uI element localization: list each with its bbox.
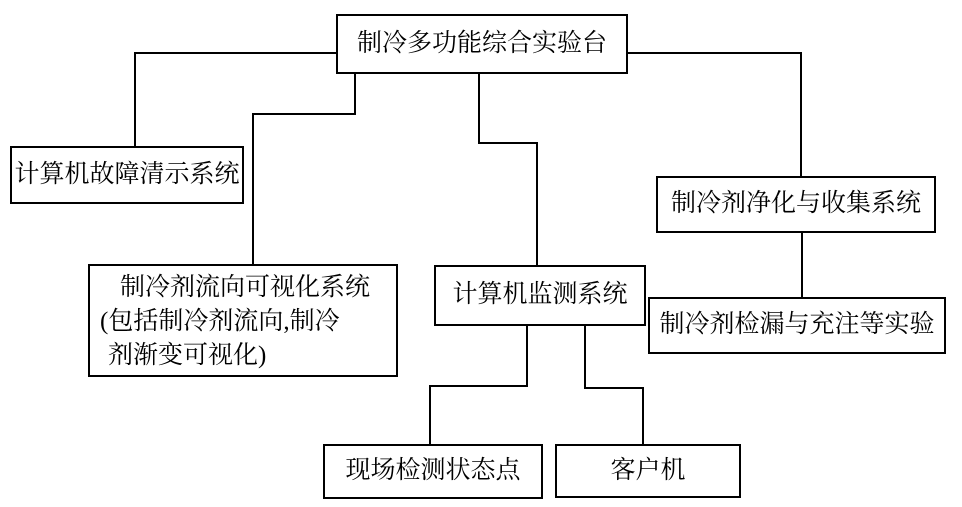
node-flow-label-line2: (包括制冷剂流向,制冷 (100, 308, 340, 335)
node-monitor (434, 265, 646, 326)
node-client-label: 客户机 (610, 456, 686, 484)
connector-root-fault-v (134, 52, 136, 148)
node-leak (648, 297, 946, 354)
node-fault-label: 计算机故障清示系统 (14, 160, 240, 188)
connector-root-flow-h (252, 113, 356, 115)
connector-monitor-client-v2 (642, 387, 644, 446)
node-root-label: 制冷多功能综合实验台 (356, 29, 607, 57)
connector-root-purify-v (800, 52, 802, 178)
connector-monitor-client-h (584, 387, 644, 389)
node-root (336, 14, 628, 74)
connector-monitor-client-v1 (584, 324, 586, 389)
node-site (323, 444, 543, 499)
connector-monitor-site-v1 (526, 324, 528, 387)
node-leak-label: 制冷剂检漏与充注等实验 (659, 311, 935, 339)
node-fault (10, 146, 244, 204)
connector-monitor-site-v2 (429, 385, 431, 446)
node-flow-label-line3: 剂渐变可视化) (108, 342, 267, 369)
connector-root-fault-h (134, 52, 338, 54)
node-client (555, 444, 741, 498)
node-purify (656, 176, 936, 233)
connector-root-monitor-v1 (478, 72, 480, 144)
node-purify-label: 制冷剂净化与收集系统 (670, 190, 921, 218)
connector-root-purify-h (626, 52, 802, 54)
node-flow-label-line1: 制冷剂流向可视化系统 (120, 274, 371, 301)
connector-monitor-site-h (429, 385, 528, 387)
node-flow (88, 264, 398, 377)
connector-purify-leak-v (801, 231, 803, 299)
connector-root-flow-v1 (354, 72, 356, 115)
connector-root-monitor-v2 (536, 142, 538, 267)
connector-root-monitor-h (478, 142, 538, 144)
connector-root-flow-v2 (252, 113, 254, 266)
node-site-label: 现场检测状态点 (345, 457, 521, 485)
node-monitor-label: 计算机监测系统 (452, 281, 628, 309)
